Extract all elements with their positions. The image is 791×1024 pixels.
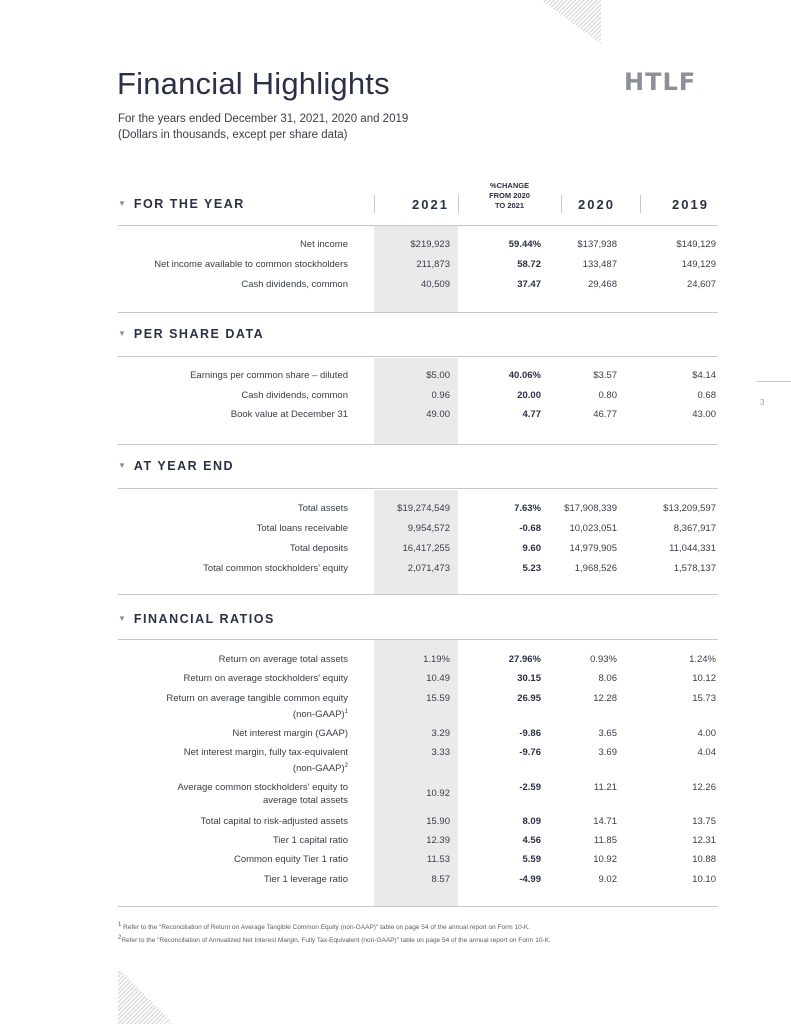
caret-down-icon: ▼ bbox=[118, 329, 126, 338]
section-rule bbox=[118, 225, 718, 226]
caret-down-icon: ▼ bbox=[118, 461, 126, 470]
decorative-hatch-top bbox=[541, 0, 601, 44]
column-divider bbox=[374, 195, 375, 213]
column-header-change: %CHANGE FROM 2020 TO 2021 bbox=[489, 181, 530, 210]
section-heading-year-end: ▼ AT YEAR END bbox=[118, 459, 234, 473]
subtitle-units: (Dollars in thousands, except per share data) bbox=[118, 129, 348, 141]
section-rule bbox=[118, 444, 718, 445]
section-heading-per-share: ▼ PER SHARE DATA bbox=[118, 327, 265, 341]
column-divider bbox=[561, 195, 562, 213]
page-title: Financial Highlights bbox=[117, 66, 390, 101]
footnote-2: $^2$Refer to the "Reconciliation of Annualized Net Interest Margin, Fully Tax-Equivalent (non-GAAP)" table on page 54 of the annual report on Form 10-K. bbox=[118, 935, 551, 945]
htlf-logo: HTLF bbox=[624, 68, 697, 96]
column-header-2020: 2020 bbox=[578, 197, 615, 212]
decorative-hatch-bottom bbox=[118, 968, 174, 1024]
section-rule bbox=[118, 488, 718, 489]
section-rule bbox=[118, 312, 718, 313]
section-rule bbox=[118, 906, 718, 907]
column-header-2019: 2019 bbox=[672, 197, 709, 212]
section-heading-ratios: ▼ FINANCIAL RATIOS bbox=[118, 612, 275, 626]
section-rule bbox=[118, 594, 718, 595]
page-marker-line bbox=[756, 381, 791, 382]
column-divider bbox=[640, 195, 641, 213]
column-header-2021: 2021 bbox=[412, 197, 449, 212]
caret-down-icon: ▼ bbox=[118, 614, 126, 623]
subtitle-period: For the years ended December 31, 2021, 2020 and 2019 bbox=[118, 113, 409, 125]
section-heading-for-the-year: ▼ FOR THE YEAR bbox=[118, 197, 245, 211]
section-rule bbox=[118, 639, 718, 640]
caret-down-icon: ▼ bbox=[118, 199, 126, 208]
page-number: 3 bbox=[760, 398, 765, 407]
footnote-1: $^1$ Refer to the "Reconciliation of Return on Average Tangible Common Equity (non-GAAP)" table on page 54 of the annual report on Form 10-K. bbox=[118, 922, 531, 932]
section-rule bbox=[118, 356, 718, 357]
